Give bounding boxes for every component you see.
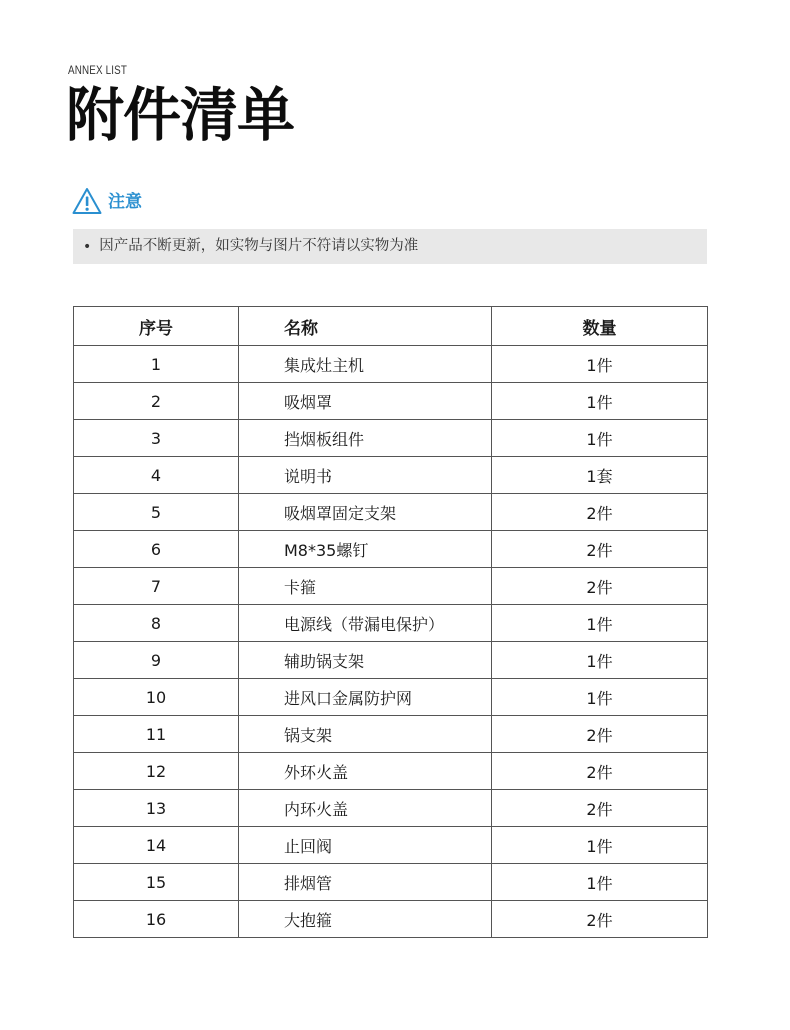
cell-number: 3 [74, 420, 239, 457]
cell-quantity: 1件 [492, 679, 708, 716]
page-subtitle: ANNEX LIST [68, 63, 128, 77]
notice-text: 因产品不断更新，如实物与图片不符请以实物为准 [99, 238, 419, 255]
cell-name: 挡烟板组件 [239, 420, 492, 457]
table-header-row [74, 307, 708, 346]
table-row [74, 790, 708, 827]
table-row [74, 568, 708, 605]
cell-name: 内环火盖 [239, 790, 492, 827]
cell-number: 1 [74, 346, 239, 383]
table-body [74, 346, 708, 938]
cell-number: 15 [74, 864, 239, 901]
cell-quantity: 2件 [492, 494, 708, 531]
notice-label: 注意 [108, 192, 142, 212]
cell-number: 8 [74, 605, 239, 642]
annex-table-wrapper [73, 306, 708, 938]
warning-icon [72, 187, 102, 215]
annex-table [73, 306, 708, 938]
cell-name: 外环火盖 [239, 753, 492, 790]
cell-quantity: 1件 [492, 383, 708, 420]
cell-number: 10 [74, 679, 239, 716]
cell-quantity: 1件 [492, 420, 708, 457]
cell-name: 集成灶主机 [239, 346, 492, 383]
table-row [74, 494, 708, 531]
cell-number: 6 [74, 531, 239, 568]
table-row [74, 753, 708, 790]
cell-name: 吸烟罩固定支架 [239, 494, 492, 531]
cell-quantity: 1件 [492, 642, 708, 679]
cell-name: 止回阀 [239, 827, 492, 864]
cell-quantity: 1件 [492, 864, 708, 901]
cell-number: 11 [74, 716, 239, 753]
cell-number: 2 [74, 383, 239, 420]
table-row [74, 383, 708, 420]
cell-name: 电源线（带漏电保护） [239, 605, 492, 642]
cell-quantity: 2件 [492, 753, 708, 790]
cell-quantity: 1件 [492, 827, 708, 864]
cell-quantity: 2件 [492, 716, 708, 753]
cell-name: 说明书 [239, 457, 492, 494]
cell-name: 大抱箍 [239, 901, 492, 938]
table-row [74, 679, 708, 716]
cell-name: 锅支架 [239, 716, 492, 753]
table-row [74, 901, 708, 938]
header-number: 序号 [74, 307, 239, 346]
cell-number: 4 [74, 457, 239, 494]
table-row [74, 716, 708, 753]
cell-quantity: 2件 [492, 790, 708, 827]
cell-number: 16 [74, 901, 239, 938]
table-row [74, 346, 708, 383]
cell-quantity: 2件 [492, 531, 708, 568]
cell-quantity: 1件 [492, 346, 708, 383]
cell-name: 进风口金属防护网 [239, 679, 492, 716]
cell-name: 卡箍 [239, 568, 492, 605]
cell-name: 辅助锅支架 [239, 642, 492, 679]
table-row [74, 642, 708, 679]
cell-number: 13 [74, 790, 239, 827]
header-name: 名称 [239, 307, 492, 346]
notice-header [72, 186, 142, 216]
cell-name: 排烟管 [239, 864, 492, 901]
page-title: 附件清单 [66, 81, 295, 149]
notice-box [73, 229, 707, 264]
cell-name: 吸烟罩 [239, 383, 492, 420]
cell-number: 9 [74, 642, 239, 679]
cell-number: 14 [74, 827, 239, 864]
table-row [74, 605, 708, 642]
table-row [74, 420, 708, 457]
cell-quantity: 2件 [492, 568, 708, 605]
table-row [74, 827, 708, 864]
bullet: • [83, 238, 92, 255]
header-quantity: 数量 [492, 307, 708, 346]
table-row [74, 531, 708, 568]
cell-quantity: 1套 [492, 457, 708, 494]
cell-number: 5 [74, 494, 239, 531]
cell-quantity: 1件 [492, 605, 708, 642]
table-row [74, 457, 708, 494]
cell-number: 7 [74, 568, 239, 605]
table-row [74, 864, 708, 901]
cell-number: 12 [74, 753, 239, 790]
cell-name: M8*35螺钉 [239, 531, 492, 568]
cell-quantity: 2件 [492, 901, 708, 938]
